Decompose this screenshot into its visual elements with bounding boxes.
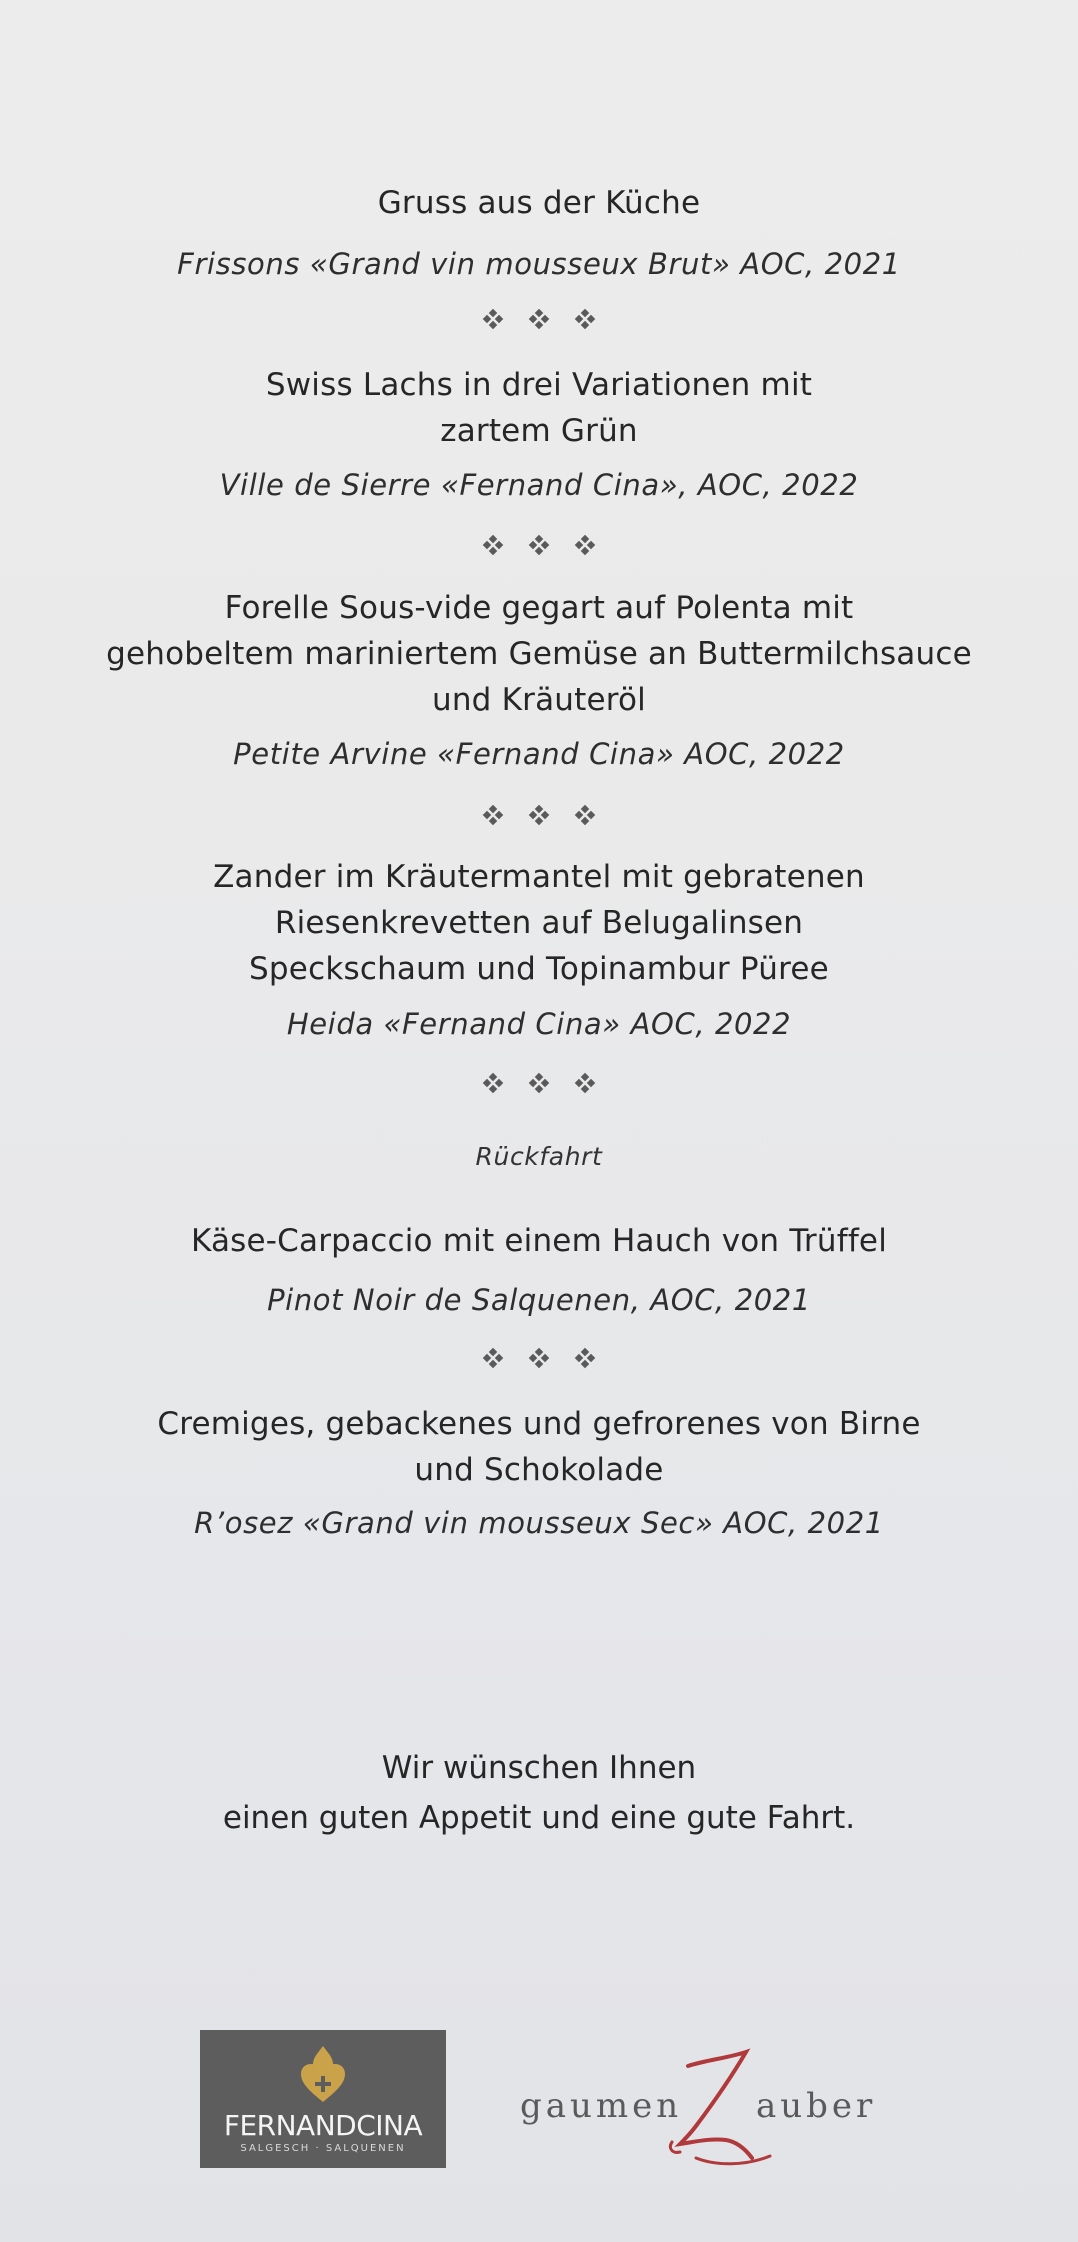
diamond-ornament-icon xyxy=(483,1073,503,1093)
heart-cross-logo-icon xyxy=(297,2042,349,2104)
diamond-ornament-icon xyxy=(575,535,595,555)
course-6-dish xyxy=(40,1401,1038,1493)
diamond-ornament-icon xyxy=(483,535,503,555)
diamond-ornament-icon xyxy=(575,309,595,329)
diamond-ornament-icon xyxy=(529,805,549,825)
course-4-dish xyxy=(40,854,1038,992)
logo-word-part1: gaumen xyxy=(520,2086,683,2126)
course-2-wine: Ville de Sierre «Fernand Cina», AOC, 2022 xyxy=(219,468,859,502)
separator-ornament xyxy=(0,309,1078,329)
dish-line: Cremiges, gebackenes und gefrorenes von Birne xyxy=(157,1406,921,1442)
closing-message xyxy=(0,1743,1078,1843)
course-1-wine: Frissons «Grand vin mousseux Brut» AOC, 2021 xyxy=(177,247,901,281)
dish-line: Speckschaum und Topinambur Püree xyxy=(249,951,829,987)
closing-line: einen guten Appetit und eine gute Fahrt. xyxy=(222,1800,856,1836)
course-6-wine: R’osez «Grand vin mousseux Sec» AOC, 2021 xyxy=(194,1506,884,1540)
return-trip-note: Rückfahrt xyxy=(475,1142,603,1171)
course-3-wine: Petite Arvine «Fernand Cina» AOC, 2022 xyxy=(233,737,845,771)
closing-line: Wir wünschen Ihnen xyxy=(381,1750,697,1786)
dish-line: gehobeltem mariniertem Gemüse an Buttermilchsauce xyxy=(106,636,972,672)
dish-line: zartem Grün xyxy=(440,413,638,449)
course-3-dish xyxy=(40,585,1038,723)
separator-ornament xyxy=(0,1073,1078,1093)
fernand-cina-logo xyxy=(200,2030,446,2168)
course-1-dish xyxy=(40,180,1038,226)
course-4-wine: Heida «Fernand Cina» AOC, 2022 xyxy=(286,1007,792,1041)
diamond-ornament-icon xyxy=(483,1348,503,1368)
dish-line: und Schokolade xyxy=(414,1452,664,1488)
diamond-ornament-icon xyxy=(529,309,549,329)
dish-line: Gruss aus der Küche xyxy=(377,185,701,221)
course-5-dish xyxy=(40,1218,1038,1264)
separator-ornament xyxy=(0,535,1078,555)
gaumenzauber-logo xyxy=(516,2046,896,2176)
diamond-ornament-icon xyxy=(483,309,503,329)
diamond-ornament-icon xyxy=(575,1348,595,1368)
separator-ornament xyxy=(0,1348,1078,1368)
dish-line: Käse-Carpaccio mit einem Hauch von Trüffel xyxy=(190,1223,888,1259)
diamond-ornament-icon xyxy=(529,1073,549,1093)
separator-ornament xyxy=(0,805,1078,825)
diamond-ornament-icon xyxy=(575,805,595,825)
dish-line: Riesenkrevetten auf Belugalinsen xyxy=(274,905,804,941)
diamond-ornament-icon xyxy=(529,1348,549,1368)
dish-line: Forelle Sous-vide gegart auf Polenta mit xyxy=(224,590,854,626)
course-2-dish xyxy=(40,362,1038,454)
dish-line: Swiss Lachs in drei Variationen mit xyxy=(265,367,813,403)
diamond-ornament-icon xyxy=(483,805,503,825)
dish-line: Zander im Kräutermantel mit gebratenen xyxy=(213,859,865,895)
brand-location: SALGESCH · SALQUENEN xyxy=(240,2143,406,2154)
diamond-ornament-icon xyxy=(575,1073,595,1093)
logo-word-part2: auber xyxy=(756,2086,877,2126)
brand-name: FERNANDCINA xyxy=(223,2109,423,2142)
dish-line: und Kräuteröl xyxy=(431,682,646,718)
course-5-wine: Pinot Noir de Salquenen, AOC, 2021 xyxy=(267,1283,811,1317)
diamond-ornament-icon xyxy=(529,535,549,555)
